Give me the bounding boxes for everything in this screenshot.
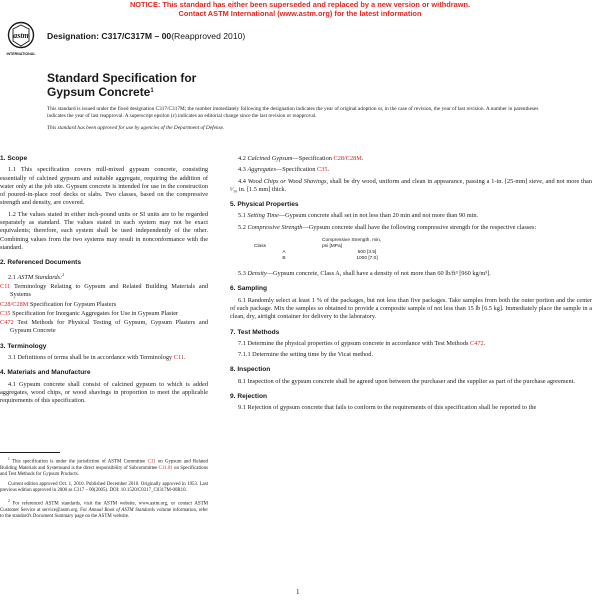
table-cell-class: B (282, 256, 286, 262)
test-method-link-c472[interactable]: C472 (470, 339, 484, 347)
reference-text: Specification for Gypsum Plasters (29, 300, 117, 308)
footnote-1-text-c: on Specifications and Test Methods for Gypsum Products. (0, 466, 208, 478)
logo-caption: INTERNATIONAL (6, 52, 36, 56)
footnote-1-text-b: on Gypsum and Related Building Materials and Systemsand is the direct responsibility of Subcommittee (0, 459, 208, 472)
reference-text: Test Methods for Physical Testing of Gypsum, Gypsum Plasters and Gypsum Concrete (10, 319, 208, 335)
para-7-1 (230, 340, 592, 348)
table-header-class: Class (254, 244, 266, 250)
title-line-1: Standard Specification for (47, 71, 197, 85)
table-cell-strength: 500 [3.5] (357, 250, 377, 256)
para-4-4-text: shall be dry wood, uniform and clean in appearance, passing a 1-in. [25-mm] sieve, and not more than ¹⁄₁₆ in. [1.5 mm] thick. (230, 177, 592, 193)
reference-link-c28[interactable]: C28/C28M (0, 300, 29, 308)
section-5-heading: 5. Physical Properties (230, 201, 299, 209)
reference-item (0, 310, 208, 318)
para-5-2-term: Compressive Strength (247, 223, 303, 231)
terminology-link-c11[interactable]: C11 (173, 354, 185, 362)
para-5-2 (230, 224, 592, 232)
para-4-3-text: —Specification (275, 166, 316, 174)
para-4-1: 4.1 Gypsum concrete shall consist of calcined gypsum to which is added aggregates, wood chips, or wood shavings in proportion to meet the applicable requirements of this specification. (0, 380, 208, 405)
title-footnote-mark: 1 (150, 88, 154, 94)
footnotes (0, 452, 208, 524)
designation-reapproved: (Reapproved 2010) (171, 31, 246, 41)
para-2-1-num: 2.1 (8, 273, 16, 281)
reference-item (0, 301, 208, 309)
reference-list (0, 283, 208, 336)
intro-block (47, 106, 547, 138)
para-4-3 (230, 166, 592, 174)
para-4-2-num: 4.2 (238, 155, 246, 162)
footnote-divider (0, 452, 60, 453)
para-5-1 (230, 212, 592, 220)
notice-line-2: Contact ASTM International (www.astm.org) for the latest information (178, 9, 422, 18)
para-5-1-term: Setting Time (247, 212, 279, 220)
para-9-1: 9.1 Rejection of gypsum concrete that fails to conform to the requirements of this specification shall be reported to the (238, 404, 537, 412)
para-4-4-num: 4.4 (238, 177, 246, 185)
para-7-1-end: . (483, 339, 486, 347)
reference-text: Specification for Inorganic Aggregates for Use in Gypsum Plaster (12, 309, 179, 317)
para-3-1-text: 3.1 Definitions of terms shall be in accordance with Terminology (8, 354, 173, 362)
reference-link-c472[interactable]: C472 (0, 319, 14, 327)
subcommittee-link-c11-01[interactable]: C11.01 (158, 466, 173, 472)
footnote-2 (0, 498, 208, 521)
para-4-3-term: Aggregates (247, 166, 276, 174)
section-8-heading: 8. Inspection (230, 366, 271, 374)
footnote-1-mark: 1 (8, 457, 10, 461)
footnote-1-text-a: This specification is under the jurisdiction of ASTM Committee (11, 459, 146, 465)
reference-item (0, 283, 208, 300)
approval-note: This standard has been approved for use by agencies of the Department of Defense. (47, 125, 225, 132)
title-line-2: Gypsum Concrete (47, 85, 151, 99)
para-8-1: 8.1 Inspection of the gypsum concrete shall be agreed upon between the purchaser and the supplier as part of the purchase agreement. (238, 377, 575, 385)
issue-note: This standard is issued under the fixed designation C317/C317M; the number immediately following the designation indicates the year of original adoption or, in the case of revision, the year of last revision. A number in parentheses indicates the year of last reapproval. A superscript epsilon (ε) indicates an editorial change since the last revision or reapproval. (47, 106, 539, 120)
reference-item (0, 319, 208, 336)
para-5-2-text: —Gypsum concrete shall have the following compressive strength for the respective classes: (302, 223, 537, 231)
table-header-strength-line1: Compressive Strength, min, (322, 238, 382, 244)
right-column (230, 155, 592, 416)
designation (47, 31, 245, 41)
reference-text: Terminology Relating to Gypsum and Related Building Materials and Systems (10, 282, 208, 299)
para-1-1: 1.1 This specification covers mill-mixed gypsum concrete, consisting essentially of calcined gypsum and suitable aggregate, requiring the addition of water only at the job site. Gypsum concrete is intended for use in the construction of poured-in-place roof decks or slabs. Two classes, based on the compressive strength and density, are covered. (0, 166, 208, 207)
table-row (250, 256, 416, 262)
para-4-3-end: . (327, 166, 330, 174)
section-1-heading: 1. Scope (0, 155, 28, 162)
para-5-1-num: 5.1 (238, 212, 246, 220)
footnote-1 (0, 456, 208, 479)
para-6-1: 6.1 Randomly select at least 1 % of the packages, but not less than five packages. Take samples from both the outer portion and the center of each package. Mix the samples so obtained to provide a composite sample of not less than 15 lb [6.5 kg]. Immediately place the sample in a clean, dry, airtight container for delivery to the laboratory. (230, 296, 592, 321)
spec-link-c35[interactable]: C35 (317, 166, 328, 174)
para-5-3-num: 5.3 (238, 270, 246, 278)
table-header-strength (318, 238, 416, 250)
footnote-2-text-a: For referenced ASTM standards, visit the ASTM website, www.astm.org, or contact ASTM Customer Service at service@astm.org. For (0, 501, 208, 513)
reference-link-c11[interactable]: C11 (0, 282, 11, 290)
table-header-strength-line2: psi [MPa] (322, 244, 342, 250)
para-5-2-num: 5.2 (238, 223, 246, 231)
para-4-2-end: . (361, 155, 364, 162)
table-cell-strength: 1000 [7.0] (356, 256, 378, 262)
section-4-heading: 4. Materials and Manufacture (0, 369, 91, 377)
supersede-notice (0, 0, 600, 18)
footnote-1-edition: Current edition approved Oct. 1, 2010. Published December 2010. Originally approved in 1953. Last previous edition approved in 2000 as C317 – 00(2005). DOI: 10.1520/C0317_C0317M-00R10. (0, 481, 208, 494)
para-3-1-end: . (184, 354, 186, 362)
document-title (47, 71, 196, 99)
para-4-4 (230, 178, 592, 195)
para-2-1-title: ASTM Standards: (17, 273, 63, 281)
designation-code: Designation: C317/C317M – 00 (47, 31, 172, 41)
notice-line-1: NOTICE: This standard has either been superseded and replaced by a new version or withdrawn. (129, 0, 471, 9)
astm-logo (6, 21, 36, 57)
committee-link-c11[interactable]: C11 (147, 459, 156, 465)
section-2-heading: 2. Referenced Documents (0, 259, 81, 267)
footnote-2-mark: 2 (8, 498, 10, 503)
para-5-1-text: —Gypsum concrete shall set in not less than 20 min and not more than 90 min. (278, 212, 479, 220)
para-4-3-num: 4.3 (238, 166, 246, 174)
para-5-3-text: —Gypsum concrete, Class A, shall have a density of not more than 60 lb/ft³ [960 kg/m³]. (266, 270, 491, 278)
reference-link-c35[interactable]: C35 (0, 309, 11, 317)
para-2-1 (0, 271, 208, 282)
para-1-2: 1.2 The values stated in either inch-pound units or SI units are to be regarded separately as standard. The values stated in each system may not be exact equivalents; therefore, each system shall be used independently of the other. Combining values from the two systems may result in nonconformance with the standard. (0, 210, 208, 251)
section-9-heading: 9. Rejection (230, 393, 268, 401)
page-number: 1 (296, 588, 300, 596)
section-3-heading: 3. Terminology (0, 342, 47, 350)
compressive-strength-table (250, 238, 416, 262)
para-7-1-text: 7.1 Determine the physical properties of gypsum concrete in accordance with Test Methods (238, 339, 469, 347)
para-4-2 (230, 155, 592, 163)
para-2-1-mark: 2 (62, 271, 65, 277)
para-5-3-term: Density (247, 270, 267, 278)
table-cell-class: A (282, 250, 286, 256)
para-4-2-term: Calcined Gypsum (247, 155, 293, 162)
footnote-2-text-b: volume information, refer to the standard's Document Summary page on the ASTM website. (0, 507, 208, 520)
para-4-4-term: Wood Chips or Wood Shavings, (247, 177, 329, 185)
left-column (0, 155, 208, 409)
para-5-3 (230, 270, 592, 278)
section-7-heading: 7. Test Methods (230, 328, 280, 336)
spec-link-c28[interactable]: C28/C28M (333, 155, 362, 162)
section-6-heading: 6. Sampling (230, 285, 268, 293)
para-4-2-text: —Specification (292, 155, 332, 162)
svg-text:astm: astm (13, 31, 29, 40)
para-7-1-1: 7.1.1 Determine the setting time by the Vicat method. (238, 351, 374, 359)
para-3-1 (0, 354, 208, 362)
footnote-2-book-title: Annual Book of ASTM Standards (88, 507, 155, 513)
